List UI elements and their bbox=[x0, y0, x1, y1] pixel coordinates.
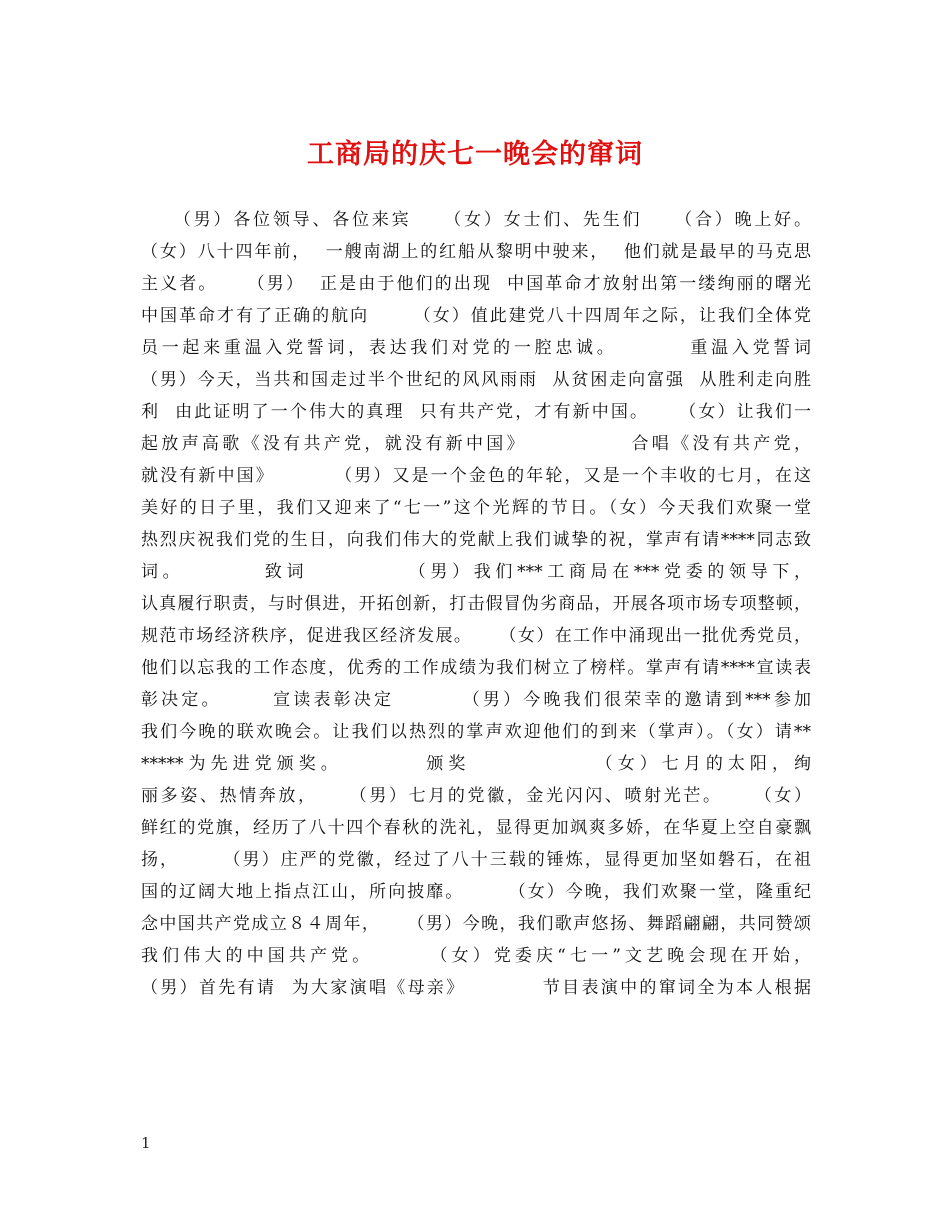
body-line: （男）各位领导、各位来宾 （女）女士们、先生们 （合）晚上好。 bbox=[141, 210, 811, 230]
body-line: 员一起来重温入党誓词，表达我们对党的一腔忠诚。 重温入党誓词 bbox=[141, 338, 811, 358]
body-line: （男）首先有请 为大家演唱《母亲》 节目表演中的窜词全为本人根据 bbox=[141, 978, 811, 998]
body-line: 丽多姿、热情奔放， （男）七月的党徽，金光闪闪、喷射光芒。 （女） bbox=[141, 786, 811, 806]
body-line: 我们伟大的中国共产党。 （女）党委庆“七一”文艺晚会现在开始， bbox=[141, 946, 811, 966]
document-title: 工商局的庆七一晚会的窜词 bbox=[307, 139, 643, 170]
body-line: 他们以忘我的工作态度，优秀的工作成绩为我们树立了榜样。掌声有请****宣读表 bbox=[141, 658, 811, 678]
body-line: （女）八十四年前， 一艘南湖上的红船从黎明中驶来， 他们就是最早的马克思 bbox=[141, 242, 811, 262]
body-line: 国的辽阔大地上指点江山，所向披靡。 （女）今晚，我们欢聚一堂，隆重纪 bbox=[141, 882, 811, 902]
body-line: 主义者。 （男） 正是由于他们的出现 中国革命才放射出第一缕绚丽的曙光 bbox=[141, 274, 811, 294]
page-number: 1 bbox=[141, 1134, 151, 1152]
body-line: 中国革命才有了正确的航向 （女）值此建党八十四周年之际，让我们全体党 bbox=[141, 306, 811, 326]
body-line: 利 由此证明了一个伟大的真理 只有共产党，才有新中国。 （女）让我们一 bbox=[141, 402, 811, 422]
body-line: 词。 致词 （男）我们***工商局在***党委的领导下， bbox=[141, 562, 811, 582]
body-line: 美好的日子里，我们又迎来了“七一”这个光辉的节日。（女）今天我们欢聚一堂 bbox=[141, 498, 811, 518]
body-line: 就没有新中国》 （男）又是一个金色的年轮，又是一个丰收的七月，在这 bbox=[141, 466, 811, 486]
document-body bbox=[141, 204, 811, 1004]
body-line: 起放声高歌《没有共产党，就没有新中国》 合唱《没有共产党， bbox=[141, 434, 811, 454]
body-line: 念中国共产党成立８４周年， （男）今晚，我们歌声悠扬、舞蹈翩翩，共同赞颂 bbox=[141, 914, 811, 934]
body-line: 热烈庆祝我们党的生日，向我们伟大的党献上我们诚挚的祝，掌声有请****同志致 bbox=[141, 530, 811, 550]
body-line: 认真履行职责，与时俱进，开拓创新，打击假冒伪劣商品，开展各项市场专项整顿， bbox=[141, 594, 811, 614]
body-line: 扬， （男）庄严的党徽，经过了八十三载的锤炼，显得更加坚如磐石，在祖 bbox=[141, 850, 811, 870]
body-line: （男）今天，当共和国走过半个世纪的风风雨雨 从贫困走向富强 从胜利走向胜 bbox=[141, 370, 811, 390]
body-line: 鲜红的党旗，经历了八十四个春秋的洗礼，显得更加飒爽多娇，在华夏上空自豪飘 bbox=[141, 818, 811, 838]
body-line: 规范市场经济秩序，促进我区经济发展。 （女）在工作中涌现出一批优秀党员， bbox=[141, 626, 811, 646]
body-line: 彰决定。 宣读表彰决定 （男）今晚我们很荣幸的邀请到***参加 bbox=[141, 690, 811, 710]
body-line: *****为先进党颁奖。 颁奖 （女）七月的太阳，绚 bbox=[141, 754, 811, 774]
body-line: 我们今晚的联欢晚会。让我们以热烈的掌声欢迎他们的到来（掌声）。（女）请** bbox=[141, 722, 811, 742]
